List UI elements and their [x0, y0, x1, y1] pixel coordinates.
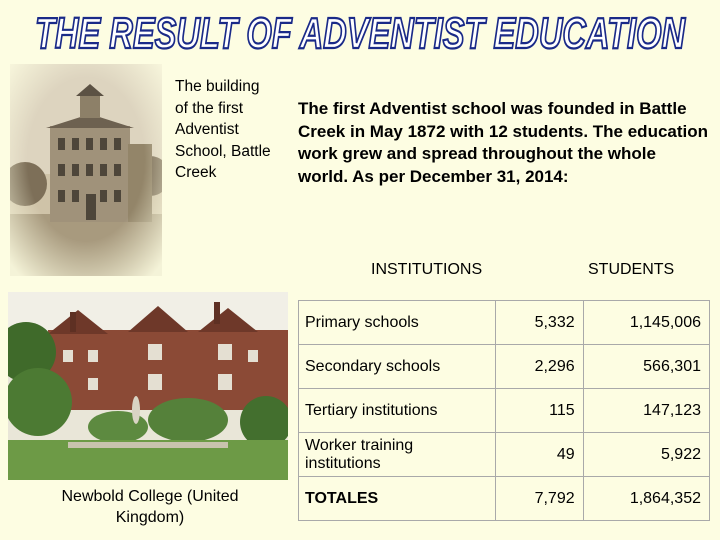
students-value: 566,301: [583, 345, 709, 389]
table-total-row: [299, 477, 710, 521]
row-label: Primary schools: [299, 301, 496, 345]
table-row: [299, 301, 710, 345]
table-row: [299, 433, 710, 477]
students-header: STUDENTS: [588, 261, 675, 278]
row-label: Worker training institutions: [299, 433, 496, 477]
education-stats-table: [298, 300, 710, 521]
table-row: [299, 345, 710, 389]
institutions-value: 2,296: [495, 345, 583, 389]
institutions-value: 5,332: [495, 301, 583, 345]
school-photo-caption: The building of the first Adventist School, Battle Creek: [175, 78, 271, 181]
total-label: TOTALES: [299, 477, 496, 521]
institutions-header: INSTITUTIONS: [371, 261, 483, 278]
row-label: Tertiary institutions: [299, 389, 496, 433]
table-row: [299, 389, 710, 433]
students-value: 5,922: [583, 433, 709, 477]
battle-creek-school-photo: [10, 64, 162, 276]
newbold-photo-caption: Newbold College (United Kingdom): [61, 488, 239, 526]
page-title: [0, 6, 720, 64]
total-institutions: 7,792: [495, 477, 583, 521]
institutions-value: 115: [495, 389, 583, 433]
page-title-text: THE RESULT OF ADVENTIST EDUCATION: [35, 9, 686, 58]
row-label: Secondary schools: [299, 345, 496, 389]
intro-paragraph: The first Adventist school was founded in Battle Creek in May 1872 with 12 students. The education work grew and spread throughout the whole world. As per December 31, 2014:: [298, 99, 709, 186]
total-students: 1,864,352: [583, 477, 709, 521]
students-value: 147,123: [583, 389, 709, 433]
institutions-value: 49: [495, 433, 583, 477]
students-value: 1,145,006: [583, 301, 709, 345]
newbold-college-photo: [8, 292, 288, 480]
